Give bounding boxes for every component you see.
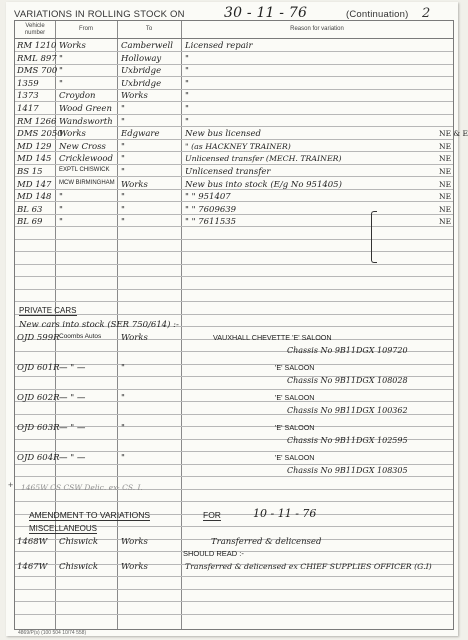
from-location: Works [59,129,86,140]
to-location: " [121,104,125,114]
reason-text: New bus into stock (E/g No 951405) [185,179,342,190]
from-location: " [59,192,63,203]
table-row [15,65,453,78]
to-location: Works [121,91,148,102]
car-model: 'E' SALOON [275,393,315,402]
from-location: New Cross [59,141,106,152]
ruled-line [15,614,453,615]
table-row [15,128,468,141]
amendment-for: FOR [203,510,221,520]
to-location: Edgware [121,129,160,140]
table-row [15,116,453,129]
to-location: " [121,154,125,165]
from-location: Croydon [59,91,96,102]
table-row [15,153,453,166]
vehicle-number: OJD 601R [17,363,60,373]
from-location: " [59,78,63,89]
to-location: Works [121,537,148,547]
reason-text: " [185,91,189,102]
reason-text: " [185,104,189,114]
ruled-line [15,276,453,277]
from-location: Wood Green [59,104,112,114]
from-location: — " — [59,393,86,403]
form-footer: 4869/P(s) (100 504 10/74 558) [18,630,87,636]
from-location: " [59,204,63,215]
route-code: NE [439,141,452,151]
route-code: NE [439,192,452,202]
misc-row [15,536,453,549]
reason-text: Transferred & delicensed ex CHIEF SUPPLIES OFFICER (G.I) [185,562,432,571]
reason-text: Unlicensed transfer [185,167,271,177]
vehicle-number: OJD 604R [17,453,60,463]
vehicle-number: 1467W [17,562,48,572]
from-location: Wandsworth [59,116,113,127]
ruled-line [15,389,453,390]
to-location: " [121,423,125,433]
from-location: " [59,66,63,77]
vehicle-number: MD 148 [17,192,52,203]
ruled-line [15,476,453,477]
route-code: NE [439,217,452,227]
vehicle-number: 1359 [17,78,39,89]
header-rule [15,38,453,39]
ruled-line [15,251,453,252]
should-read-label: SHOULD READ :- [183,549,244,558]
from-location: Chiswick [59,537,98,547]
route-code: NE [439,204,452,214]
column-header-reason: Reason for variation [290,26,344,32]
vehicle-number: BS 15 [17,167,43,177]
page-number: 2 [422,6,431,21]
vehicle-number: MD 147 [17,179,52,190]
column-header-to: To [145,26,153,32]
table-row [15,141,453,154]
private-car-row [15,392,453,415]
car-model: 'E' SALOON [275,453,315,462]
private-car-row [15,332,453,355]
from-location: " [59,217,63,228]
route-code: NE [439,167,452,176]
continuation-label: (Continuation) [346,9,409,20]
private-car-row [15,422,453,445]
from-location: Works [59,41,86,51]
margin-mark: + [8,480,14,490]
vehicle-number: MD 145 [17,154,52,165]
amendment-heading: AMENDMENT TO VARIATIONS [29,510,151,520]
car-model: 'E' SALOON [275,423,315,432]
document-title: VARIATIONS IN ROLLING STOCK ON [14,9,185,20]
ruled-line [15,239,453,240]
to-location: " [121,192,125,203]
route-code: NE [439,154,452,164]
chassis-number: Chassis No 9B11DGX 100362 [287,406,408,415]
ruled-line [15,576,453,577]
ruled-line [15,301,453,302]
reason-text: Transferred & delicensed [211,537,322,547]
route-code: NE & E [439,129,468,139]
ruled-line [15,314,453,315]
to-location: " [121,393,125,403]
to-location: Works [121,562,148,572]
from-location: Coombs Autos [59,333,102,340]
table-row [15,40,453,53]
reason-text: " " 7611535 [185,217,237,228]
reason-text: New bus licensed [185,129,261,140]
table-row [15,179,453,192]
table-row [15,166,453,179]
vehicle-number: 1468W [17,537,48,547]
to-location: " [121,453,125,463]
to-location: " [121,204,125,215]
vehicle-number: BL 63 [17,204,43,215]
to-location: Uxbridge [121,78,162,89]
vehicle-number: DMS 700 [17,66,58,77]
vehicle-number: OJD 602R [17,393,60,403]
vehicle-number: OJD 599R [17,333,60,343]
table-row [15,216,453,229]
private-cars-intro: New cars into stock (SER 750/614) :- [19,320,179,330]
route-code: NE [439,179,452,189]
reason-text: " [185,116,189,127]
ruled-line [15,264,453,265]
vehicle-number: RM 1266 [17,116,57,127]
to-location: Works [121,333,148,343]
reason-text: " [185,78,189,89]
table-row [15,204,453,217]
vehicle-number: 1373 [17,91,39,102]
to-location: " [121,141,125,152]
from-location: — " — [59,453,86,463]
vehicle-number: MD 129 [17,141,52,152]
table-row [15,78,453,91]
vehicle-number: RM 1210 [17,41,57,51]
chassis-number: Chassis No 9B11DGX 102595 [287,436,408,445]
private-car-row [15,452,453,475]
reason-text: " (as HACKNEY TRAINER) [185,141,291,151]
to-location: Camberwell [121,41,173,51]
from-location: — " — [59,423,86,433]
chassis-number: Chassis No 9B11DGX 108305 [287,466,408,475]
from-location: " [59,53,63,64]
private-car-row [15,362,453,385]
misc-row [15,561,453,574]
from-location: — " — [59,363,86,373]
car-model: 'E' SALOON [275,363,315,372]
chassis-number: Chassis No 9B11DGX 108028 [287,376,408,385]
reason-text: " " 7609639 [185,204,237,215]
from-location: Chiswick [59,562,98,572]
to-location: " [121,116,125,127]
to-location: Holloway [121,53,162,64]
table-row [15,191,453,204]
from-location: EXPTL CHISWICK [59,167,110,173]
reason-text: " [185,53,189,64]
ruled-line [15,589,453,590]
column-header-vehicle: Vehicle number [24,23,46,36]
reason-text: Unlicensed transfer (MECH. TRAINER) [185,154,342,164]
reason-text: " [185,66,189,77]
table-row [15,90,453,103]
to-location: " [121,363,125,373]
document-sheet [6,2,468,636]
from-location: MCW BIRMINGHAM [59,179,115,186]
vehicle-number: 1417 [17,104,39,114]
amendment-date: 10 - 11 - 76 [253,507,317,520]
miscellaneous-heading: MISCELLANEOUS [29,524,98,533]
ruled-line [15,601,453,602]
reason-text: Licensed repair [185,41,253,51]
table-row [15,103,453,116]
register-table [14,20,468,630]
document-date: 30 - 11 - 76 [224,5,308,21]
from-location: Cricklewood [59,154,113,165]
vehicle-number: OJD 603R [17,423,60,433]
private-cars-heading: PRIVATE CARS [19,306,77,315]
column-header-from: From [79,26,93,32]
ruled-line [15,289,453,290]
vehicle-number: RML 897 [17,53,57,64]
vehicle-number: BL 69 [17,217,43,228]
chassis-number: Chassis No 9B11DGX 109720 [287,346,408,355]
table-row [15,53,453,66]
ruled-line [15,501,453,502]
reason-text: " " 951407 [185,192,231,203]
to-location: " [121,217,125,228]
faint-pencil-entry: 1465W CS CSW Delic. ex- CS. I. [21,483,143,492]
to-location: Works [121,179,148,190]
car-model: VAUXHALL CHEVETTE 'E' SALOON [213,333,332,342]
brace-mark [371,211,377,263]
vehicle-number: DMS 2050 [17,129,63,140]
to-location: Uxbridge [121,66,162,77]
to-location: " [121,167,125,177]
